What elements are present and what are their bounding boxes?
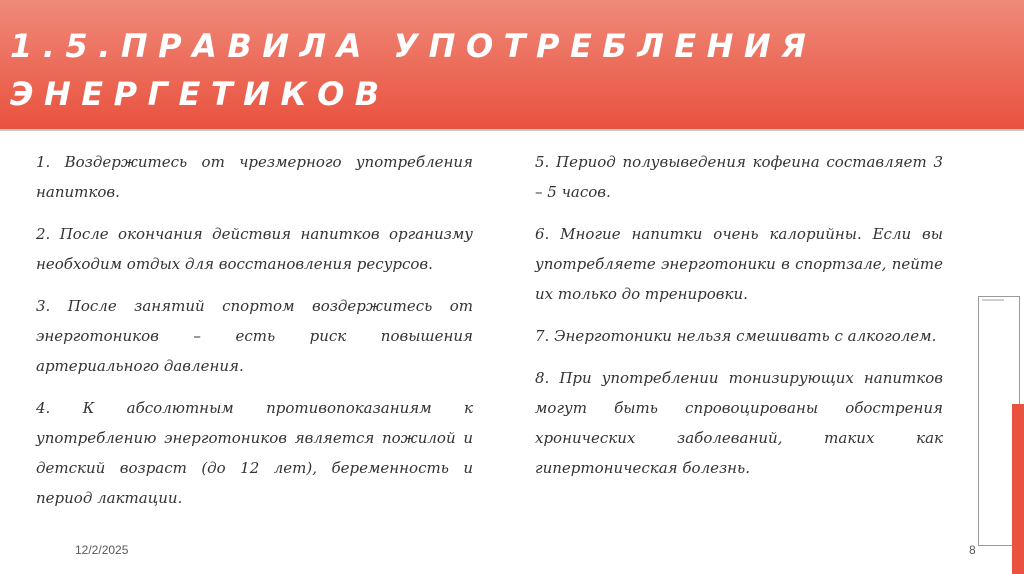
side-accent-bar [1012, 404, 1024, 574]
slide-title-line-1: 1.5.ПРАВИЛА УПОТРЕБЛЕНИЯ [10, 27, 817, 65]
left-column [36, 147, 473, 525]
rule-item-5: 5. Период полувыведения кофеина составляет 3 – 5 часов. [535, 153, 943, 201]
banner-divider [0, 129, 1024, 131]
side-placeholder-mark [982, 299, 1004, 301]
rule-item-6: 6. Многие напитки очень калорийны. Если вы употребляете энерготоники в спортзале, пейте их только до тренировки. [535, 225, 943, 303]
rule-item-4: 4. К абсолютным противопоказаниям к употреблению энерготоников является пожилой и детский возраст (до 12 лет), беременность и период лактации. [36, 399, 473, 507]
footer-date: 12/2/2025 [75, 543, 129, 557]
slide-title-line-2: ЭНЕРГЕТИКОВ [10, 75, 390, 113]
rule-item-3: 3. После занятий спортом воздержитесь от энерготоников – есть риск повышения артериального давления. [36, 297, 473, 375]
rule-item-2: 2. После окончания действия напитков организму необходим отдых для восстановления ресурсов. [36, 225, 473, 273]
rule-item-8: 8. При употреблении тонизирующих напитков могут быть спровоцированы обострения хронических заболеваний, таких как гипертоническая болезнь. [535, 369, 943, 477]
rule-item-1: 1. Воздержитесь от чрезмерного употребления напитков. [36, 153, 473, 201]
slide-title [10, 22, 816, 118]
rule-item-7: 7. Энерготоники нельзя смешивать с алкоголем. [535, 327, 937, 345]
right-column [535, 147, 943, 495]
footer-page-number: 8 [969, 543, 976, 557]
